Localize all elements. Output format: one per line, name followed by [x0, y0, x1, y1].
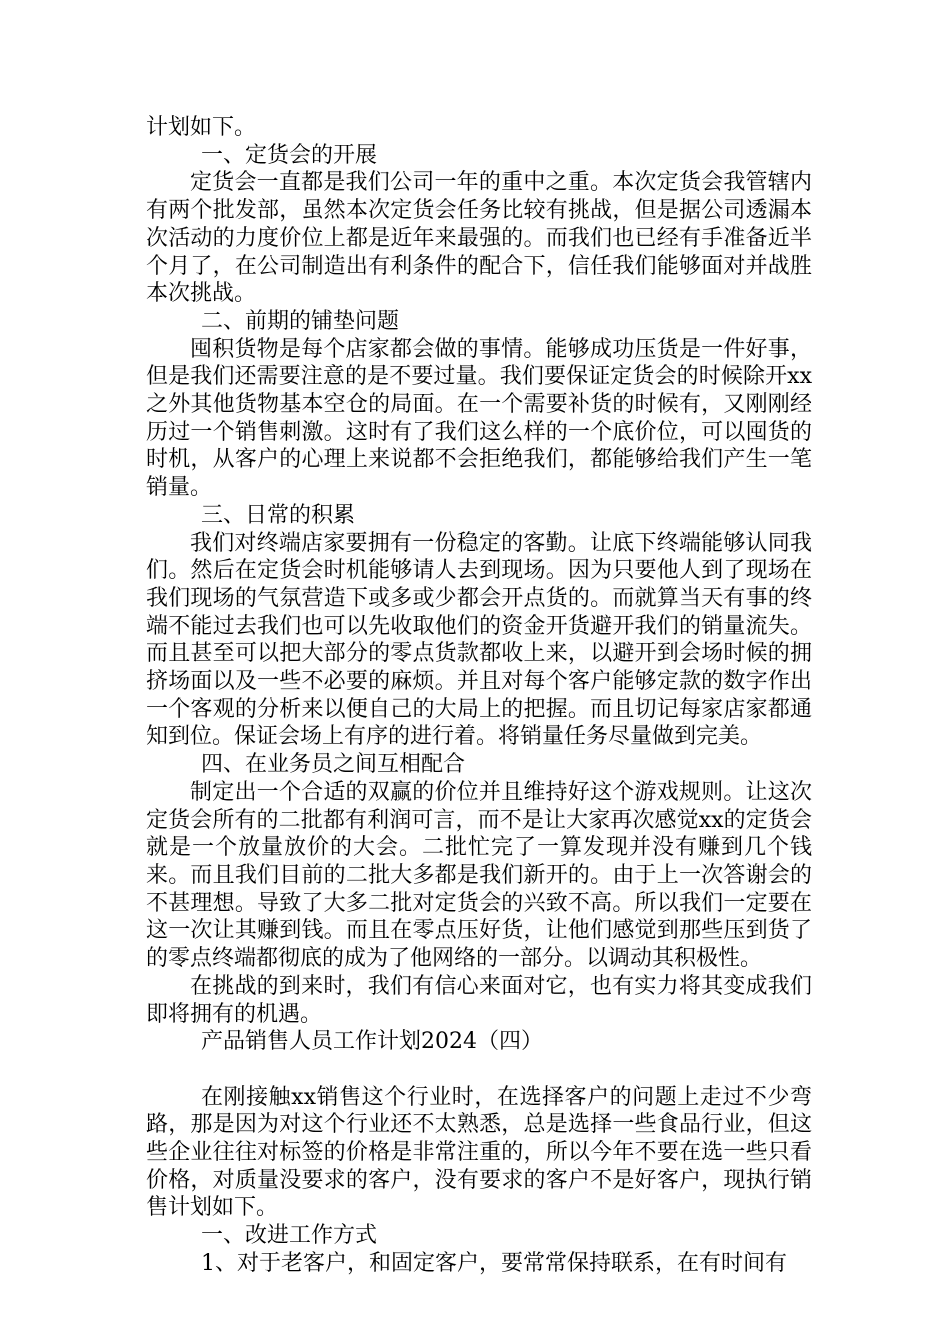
paragraph-preparation: 囤积货物是每个店家都会做的事情。能够成功压货是一件好事，但是我们还需要注意的是不要过量。我们要保证定货会的时候除开xx之外其他货物基本空仓的局面。在一个需要补货的时候有，又刚刚经历过一个销售刺激。这时有了我们这么样的一个底价位，可以囤货的时机，从客户的心理上来说都不会拒绝我们，都能够给我们产生一笔销量。 — [146, 336, 812, 501]
paragraph-order-meeting: 定货会一直都是我们公司一年的重中之重。本次定货会我管辖内有两个批发部，虽然本次定货会任务比较有挑战，但是据公司透漏本次活动的力度价位上都是近年来最强的。而我们也已经有手准备近半个月了，在公司制造出有利条件的配合下，信任我们能够面对并战胜本次挑战。 — [146, 170, 812, 307]
paragraph-conclusion: 在挑战的到来时，我们有信心来面对它，也有实力将其变成我们即将拥有的机遇。 — [146, 973, 812, 1027]
heading-cooperation: 四、在业务员之间互相配合 — [201, 752, 466, 778]
section-title-plan-four: 产品销售人员工作计划2024（四） — [201, 1029, 543, 1055]
paragraph-daily-accumulation: 我们对终端店家要拥有一份稳定的客勤。让底下终端能够认同我们。然后在定货会时机能够请人去到现场。因为只要他人到了现场在我们现场的气氛营造下或多或少都会开点货的。而就算当天有事的终端不能过去我们也可以先收取他们的资金开货避开我们的销量流失。而且甚至可以把大部分的零点货款都收上来，以避开到会场时候的拥挤场面以及一些不必要的麻烦。并且对每个客户能够定款的数字作出一个客观的分析来以便自己的大局上的把握。而且切记每家店家都通知到位。保证会场上有序的进行着。将销量任务尽量做到完美。 — [146, 530, 812, 750]
heading-daily-accumulation: 三、日常的积累 — [201, 502, 356, 528]
heading-preparation: 二、前期的铺垫问题 — [201, 308, 400, 334]
paragraph-old-customers: 1、对于老客户，和固定客户，要常常保持联系，在有时间有 — [201, 1250, 787, 1276]
paragraph-sales-intro: 在刚接触xx销售这个行业时，在选择客户的问题上走过不少弯路，那是因为对这个行业还不太熟悉，总是选择一些食品行业，但这些企业往往对标签的价格是非常注重的，所以今年不要在选一些只看价格，对质量没要求的客户，没有要求的客户不是好客户，现执行销售计划如下。 — [146, 1084, 812, 1221]
heading-improve-methods: 一、改进工作方式 — [201, 1223, 378, 1249]
paragraph-intro: 计划如下。 — [146, 115, 257, 140]
document-page — [146, 114, 812, 1278]
paragraph-cooperation: 制定出一个合适的双赢的价位并且维持好这个游戏规则。让这次定货会所有的二批都有利润可言，而不是让大家再次感觉xx的定货会就是一个放量放价的大会。二批忙完了一算发现并没有赚到几个钱来。而且我们目前的二批大多都是我们新开的。由于上一次答谢会的不甚理想。导致了大多二批对定货会的兴致不高。所以我们一定要在这一次让其赚到钱。而且在零点压好货，让他们感觉到那些压到货了的零点终端都彻底的成为了他网络的一部分。以调动其积极性。 — [146, 779, 812, 972]
heading-order-meeting: 一、定货会的开展 — [201, 142, 378, 168]
